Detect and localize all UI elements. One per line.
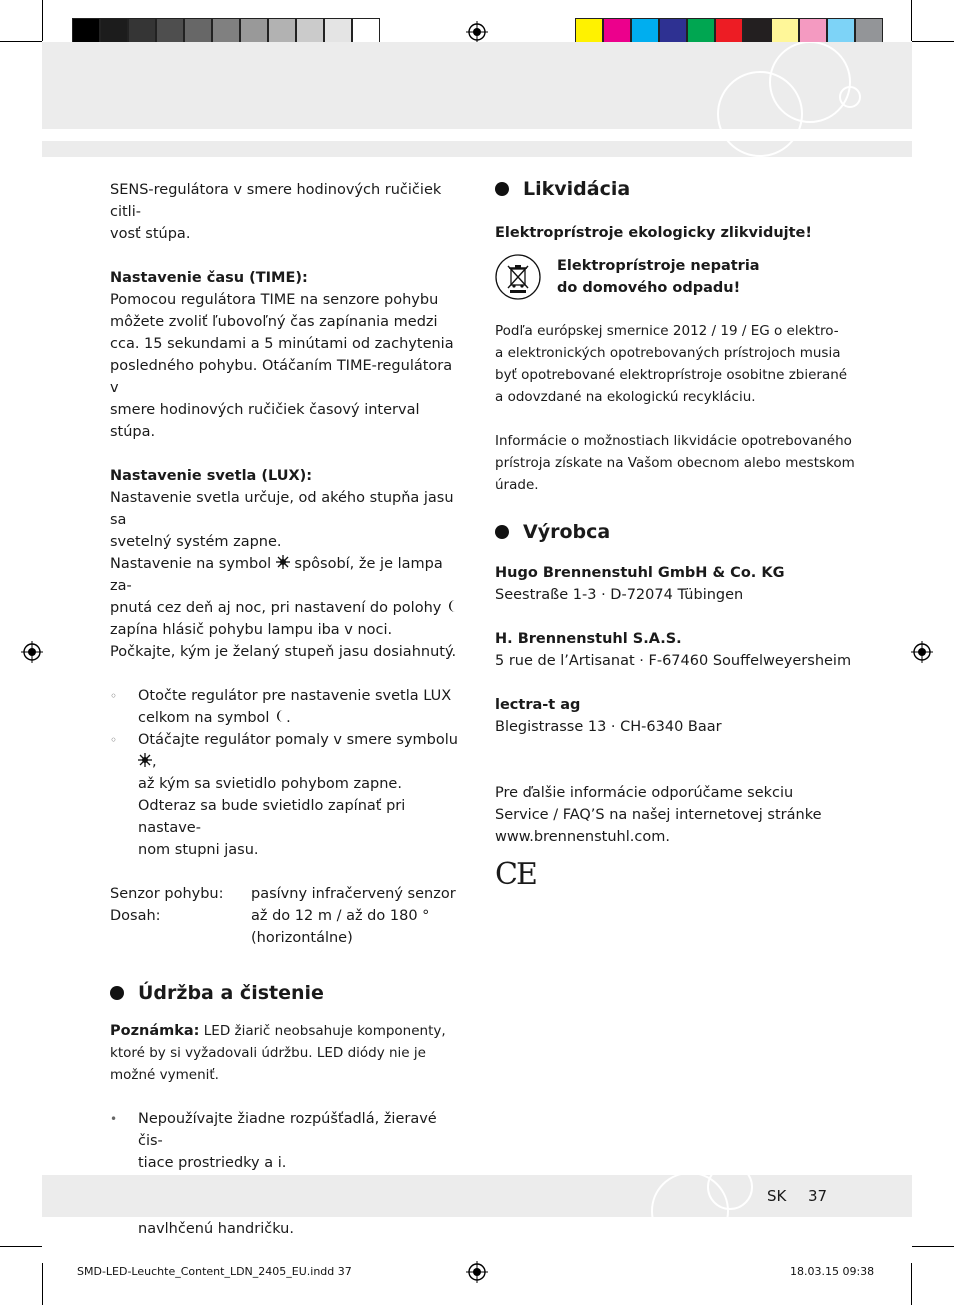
crop-mark [0,1246,42,1247]
text-line: do domového odpadu! [557,280,741,296]
text-line: celkom na symbol . [138,710,291,726]
manufacturer-address: Seestraße 1-3 · D-72074 Tübingen [495,587,744,603]
registration-mark-icon [466,1261,488,1283]
manufacturer-address: 5 rue de l’Artisanat · F-67460 Souffelweyersheim [495,653,852,669]
text-line: cca. 15 sekundami a 5 minútami od zachytenia [110,336,454,352]
text-line: Nepoužívajte žiadne rozpúšťadlá, žieravé čis- [138,1111,437,1149]
text-line: a elektronických opotrebovaných prístrojoch musia [495,345,841,361]
spec-value: pasívny infračervený senzor [251,886,456,902]
text-line: úrade. [495,477,539,493]
text-line: a odovzdané na ekologickú recykláciu. [495,389,756,405]
text-line: www.brennenstuhl.com. [495,829,670,845]
bullet-icon: ◦ [110,689,118,703]
text-line: tiace prostriedky a i. [138,1155,287,1171]
text-line: Podľa európskej smernice 2012 / 19 / EG o elektro- [495,323,839,339]
crop-mark [911,1263,912,1305]
text-line: môžete zvoliť ľubovoľný čas zapínania medzi [110,314,438,330]
spec-value: (horizontálne) [251,930,353,946]
manufacturer-name: lectra-t ag [495,697,581,713]
list-item [110,685,460,729]
list-item [110,1108,460,1174]
section-heading: Likvidácia [495,176,855,202]
crop-mark [42,1263,43,1305]
text-line: smere hodinových ručičiek časový interval stúpa. [110,402,420,440]
text-line: byť opotrebované elektroprístroje osobitne zbierané [495,367,848,383]
text-line: Odteraz sa bude svietidlo zapínať pri nastave- [138,798,406,836]
text-line: vosť stúpa. [110,226,191,242]
left-column [110,179,460,1240]
section-subheading: Nastavenie času (TIME): [110,270,308,286]
file-name: SMD-LED-Leuchte_Content_LDN_2405_EU.indd 37 [77,1265,352,1278]
registration-mark-icon [911,641,933,663]
text-line: ktoré by si vyžadovali údržbu. LED diódy nie je [110,1045,426,1061]
heading-bullet-icon [110,986,124,1000]
text-line: Pre ďalšie informácie odporúčame sekciu [495,785,794,801]
decorative-circles-icon [640,1165,770,1217]
ce-mark-icon: CE [495,857,536,892]
registration-mark-icon [21,641,43,663]
text-line: navlhčenú handričku. [138,1221,294,1237]
spec-label: Senzor pohybu: [110,886,224,902]
text-line: Elektroprístroje nepatria [557,258,760,274]
moon-icon [274,709,286,723]
sun-icon [138,753,152,767]
timestamp: 18.03.15 09:38 [790,1265,875,1278]
bullet-icon: • [110,1112,118,1126]
crop-mark [911,0,912,41]
text-line: svetelný systém zapne. [110,534,282,550]
section-subheading: Nastavenie svetla (LUX): [110,468,313,484]
text-line: Service / FAQ’S na našej internetovej stránke [495,807,822,823]
text-line: Otočte regulátor pre nastavenie svetla LUX [138,688,452,704]
registration-mark-icon [466,21,488,43]
text-line: až kým sa svietidlo pohybom zapne. [138,776,402,792]
bullet-icon: ◦ [110,733,118,747]
sun-icon [276,555,290,569]
spec-value: až do 12 m / až do 180 ° [251,908,430,924]
right-column [495,176,855,892]
text-line: Nastavenie svetla určuje, od akého stupňa jasu sa [110,490,454,528]
text-line: Poznámka: LED žiarič neobsahuje komponenty, [110,1023,446,1039]
text-line: pnutá cez deň aj noc, pri nastavení do polohy [110,597,460,619]
spec-row [110,927,460,949]
section-subheading: Elektroprístroje ekologicky zlikvidujte! [495,225,812,241]
heading-bullet-icon [495,525,509,539]
text-line: Nastavenie na symbol spôsobí, že je lampa za- [110,556,443,594]
crop-mark [912,41,954,42]
manufacturer-address: Blegistrasse 13 · CH-6340 Baar [495,719,722,735]
text-line: Pomocou regulátora TIME na senzore pohybu [110,292,439,308]
moon-icon [446,599,458,613]
weee-notice [495,254,855,300]
spec-row [110,905,460,927]
text-line: prístroja získate na Vašom obecnom alebo mestskom [495,455,855,471]
crop-mark [0,41,42,42]
spec-row [110,883,460,905]
list-item [110,729,460,861]
spec-label: Dosah: [110,908,161,924]
crop-mark [42,0,43,41]
text-line: možné vymeniť. [110,1067,219,1083]
text-line: Otáčajte regulátor pomaly v smere symbolu , [138,732,458,770]
section-heading: Údržba a čistenie [110,980,460,1006]
text-line: posledného pohybu. Otáčaním TIME-regulátora v [110,358,453,396]
text-line: nom stupni jasu. [138,842,259,858]
crossed-bin-icon [495,254,541,300]
heading-bullet-icon [495,182,509,196]
text-line: Informácie o možnostiach likvidácie opotrebovaného [495,433,852,449]
section-heading: Výrobca [495,519,855,545]
text-line: Počkajte, kým je želaný stupeň jasu dosiahnutý. [110,644,457,660]
language-code: SK [767,1187,787,1205]
manufacturer-name: Hugo Brennenstuhl GmbH & Co. KG [495,565,785,581]
text-line: zapína hlásič pohybu lampu iba v noci. [110,622,393,638]
crop-mark [912,1246,954,1247]
page-number: 37 [808,1187,828,1205]
manufacturer-name: H. Brennenstuhl S.A.S. [495,631,682,647]
decorative-circles-icon [700,42,912,157]
text-line: SENS-regulátora v smere hodinových ručičiek citli- [110,182,442,220]
